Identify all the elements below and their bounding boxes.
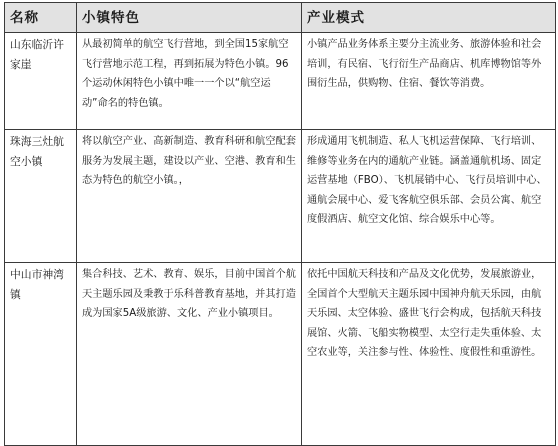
cell-industry: 形成通用飞机制造、私人飞机运营保障、飞行培训、维修等业务在内的通航产业链。涵盖通航机场、固定运营基地（FBO）、飞机展销中心、飞行员培训中心、通航会展中心、爱飞客航空俱乐部、会员公寓、航空度假酒店、航空文化馆、综合娱乐中心等。 [302, 130, 556, 263]
comparison-table [4, 2, 556, 446]
cell-feature: 将以航空产业、高新制造、教育科研和航空配套服务为发展主题，建设以产业、空港、教育和生态为特色的航空小镇。， [77, 130, 302, 263]
header-industry: 产业模式 [302, 3, 556, 33]
cell-feature: 从最初简单的航空飞行营地，到全国15家航空飞行营地示范工程，再到拓展为特色小镇。96个运动休闲特色小镇中唯一一个以“航空运动”命名的特色镇。 [77, 33, 302, 130]
cell-industry: 小镇产品业务体系主要分主流业务、旅游体验和社会培训，有民宿、飞行衍生产品商店、机库博物馆等外围衍生品，供购物、住宿、餐饮等消费。 [302, 33, 556, 130]
cell-name: 珠海三灶航空小镇 [5, 130, 77, 263]
table-row [5, 263, 556, 446]
table-row [5, 33, 556, 130]
table-row [5, 130, 556, 263]
header-feature: 小镇特色 [77, 3, 302, 33]
comparison-table-container [4, 2, 555, 439]
cell-industry: 依托中国航天科技和产品及文化优势，发展旅游业，全国首个大型航天主题乐园中国神舟航天乐园，由航天乐园、太空体验、盛世飞行会构成，包括航天科技展馆、火箭、飞船实物模型、太空行走失重体验、太空农业等，关注参与性、体验性、度假性和重游性。 [302, 263, 556, 446]
header-row [5, 3, 556, 33]
cell-name: 中山市神湾镇 [5, 263, 77, 446]
header-name: 名称 [5, 3, 77, 33]
cell-feature: 集合科技、艺术、教育、娱乐，目前中国首个航天主题乐园及秉教于乐科普教育基地，并其打造成为国家5A级旅游、文化、产业小镇项目。 [77, 263, 302, 446]
cell-name: 山东临沂许家崖 [5, 33, 77, 130]
